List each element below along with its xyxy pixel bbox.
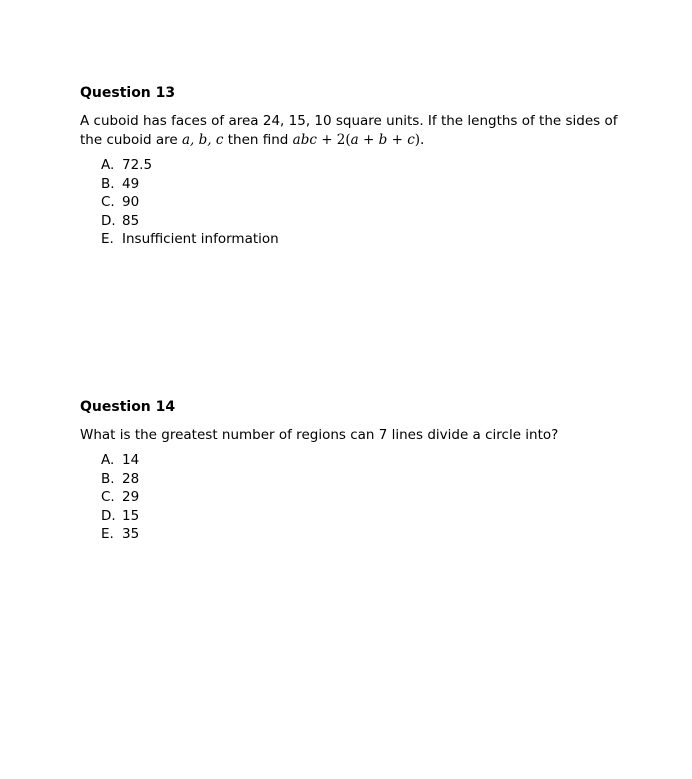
option-letter: D. (101, 507, 116, 524)
option-letter: C. (101, 194, 115, 211)
option-text: 29 (122, 489, 140, 506)
option-letter: B. (101, 175, 115, 192)
option-text: 35 (122, 526, 140, 543)
option-text: 15 (122, 507, 140, 524)
option-letter: D. (101, 212, 116, 229)
answer-option-e (101, 230, 620, 249)
answer-options (80, 451, 620, 544)
option-text: 72.5 (122, 157, 153, 173)
answer-option-b (101, 175, 620, 194)
answer-option-c (101, 488, 620, 507)
option-text: 28 (122, 470, 140, 487)
question-text-part: A cuboid has faces of area 24, 15, 10 square units. If the lengths of the sides of the cuboid are (80, 113, 618, 148)
math-expression: c (407, 132, 415, 148)
option-text: 90 (122, 194, 140, 211)
answer-option-d (101, 212, 620, 231)
question-14 (80, 397, 620, 544)
question-text-part: then find (223, 132, 293, 148)
option-letter: A. (101, 157, 115, 173)
question-text (80, 112, 620, 150)
math-variables: a, b, c (182, 132, 224, 148)
question-text: What is the greatest number of regions can 7 lines divide a circle into? (80, 427, 559, 443)
answer-option-a (101, 451, 620, 470)
question-title: Question 14 (80, 399, 176, 415)
answer-option-e (101, 525, 620, 544)
math-expression: + (358, 132, 379, 148)
answer-option-d (101, 507, 620, 526)
question-title: Question 13 (80, 85, 176, 101)
math-expression: abc (292, 132, 317, 148)
answer-option-b (101, 470, 620, 489)
option-letter: A. (101, 452, 115, 468)
option-text: 85 (122, 212, 140, 229)
question-13 (80, 83, 620, 249)
math-expression: + 2( (316, 132, 351, 148)
answer-option-c (101, 193, 620, 212)
math-expression: + (387, 132, 408, 148)
option-letter: E. (101, 231, 114, 248)
option-text: 14 (122, 452, 140, 468)
math-expression: b (378, 132, 388, 148)
option-text: Insufficient information (122, 231, 279, 248)
option-letter: C. (101, 489, 115, 506)
option-letter: E. (101, 526, 114, 543)
option-letter: B. (101, 470, 115, 487)
option-text: 49 (122, 175, 140, 192)
math-expression: ). (414, 132, 425, 148)
answer-options (80, 156, 620, 249)
math-expression: a (350, 132, 359, 148)
answer-option-a (101, 156, 620, 175)
